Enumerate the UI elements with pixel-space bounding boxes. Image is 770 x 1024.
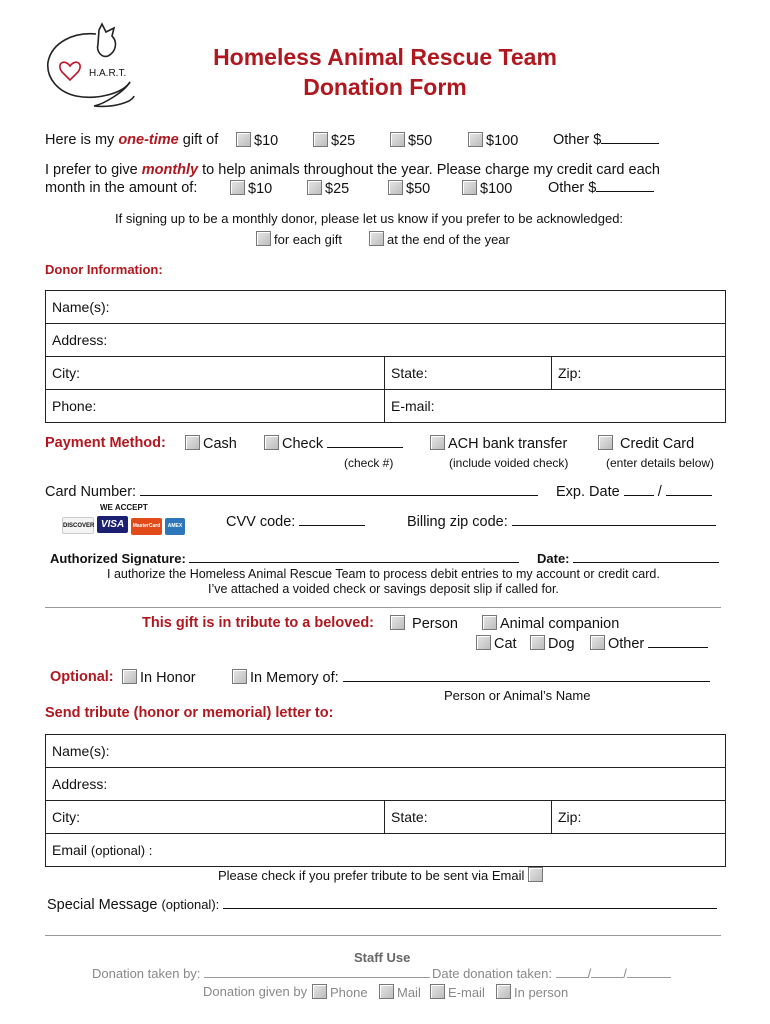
donor-email-field[interactable]: E-mail: <box>385 390 726 423</box>
donation-taken-by-row[interactable]: Donation taken by: <box>92 966 430 981</box>
monthly-line2: month in the amount of: <box>45 180 198 196</box>
checkbox[interactable] <box>468 132 483 147</box>
payment-check[interactable]: Check <box>264 435 403 452</box>
form-title-line2: Donation Form <box>303 74 467 100</box>
tribute-animal[interactable]: Animal companion <box>482 615 619 632</box>
tribute-dog[interactable]: Dog <box>530 635 575 652</box>
checkbox[interactable] <box>390 615 405 630</box>
ach-note: (include voided check) <box>449 456 569 470</box>
send-via-email-option[interactable]: Please check if you prefer tribute to be sent via Email <box>218 867 546 883</box>
mastercard-logo-icon: MasterCard <box>131 518 162 535</box>
monthly-emphasis: monthly <box>141 162 199 178</box>
given-by-in-person[interactable]: In person <box>496 984 568 1000</box>
checkbox[interactable] <box>388 180 403 195</box>
visa-logo-icon: VISA <box>97 516 128 533</box>
one-time-amount-25[interactable]: $25 <box>313 132 355 149</box>
checkbox[interactable] <box>390 132 405 147</box>
checkbox[interactable] <box>590 635 605 650</box>
donor-name-field[interactable]: Name(s): <box>46 291 726 324</box>
monthly-row: I prefer to give monthly to help animals throughout the year. Please charge my credit card each <box>45 162 660 178</box>
recipient-city-field[interactable]: City: <box>46 801 385 834</box>
monthly-amount-10[interactable]: $10 <box>230 180 272 197</box>
one-time-amount-100[interactable]: $100 <box>468 132 518 149</box>
tribute-person[interactable]: Person <box>390 615 458 632</box>
card-number-row[interactable]: Card Number: <box>45 484 538 500</box>
discover-logo-icon: DISCOVER <box>62 517 94 534</box>
checkbox[interactable] <box>256 231 271 246</box>
tribute-other[interactable]: Other <box>590 635 708 652</box>
card-brands <box>62 515 188 535</box>
checkbox[interactable] <box>236 132 251 147</box>
donor-state-field[interactable]: State: <box>385 357 552 390</box>
tribute-cat[interactable]: Cat <box>476 635 517 652</box>
person-animal-name-note: Person or Animal’s Name <box>444 688 591 703</box>
checkbox[interactable] <box>530 635 545 650</box>
checkbox[interactable] <box>598 435 613 450</box>
recipient-state-field[interactable]: State: <box>385 801 552 834</box>
checkbox[interactable] <box>313 132 328 147</box>
checkbox[interactable] <box>264 435 279 450</box>
authorization-text-1: I authorize the Homeless Animal Rescue Team to process debit entries to my account or credit card. <box>107 567 660 581</box>
given-by-email[interactable]: E-mail <box>430 984 485 1000</box>
payment-cash[interactable]: Cash <box>185 435 237 452</box>
recipient-email-field[interactable]: Email (optional) : <box>46 834 726 867</box>
check-number-note: (check #) <box>344 456 394 470</box>
acknowledge-text: If signing up to be a monthly donor, please let us know if you prefer to be acknowledged: <box>115 211 624 226</box>
checkbox[interactable] <box>528 867 543 882</box>
checkbox[interactable] <box>482 615 497 630</box>
monthly-amount-100[interactable]: $100 <box>462 180 512 197</box>
ack-each-gift[interactable]: for each gift <box>256 231 342 247</box>
donor-info-heading: Donor Information: <box>45 262 163 277</box>
logo-text: H.A.R.T. <box>89 68 127 79</box>
monthly-amount-50[interactable]: $50 <box>388 180 430 197</box>
authorization-text-2: I’ve attached a voided check or savings deposit slip if called for. <box>208 582 559 596</box>
checkbox[interactable] <box>369 231 384 246</box>
checkbox[interactable] <box>122 669 137 684</box>
monthly-other[interactable]: Other $ <box>548 180 654 196</box>
checkbox[interactable] <box>476 635 491 650</box>
in-honor-option[interactable]: In Honor <box>122 669 196 686</box>
checkbox[interactable] <box>496 984 511 999</box>
donor-address-field[interactable]: Address: <box>46 324 726 357</box>
recipient-address-field[interactable]: Address: <box>46 768 726 801</box>
credit-card-note: (enter details below) <box>606 456 715 470</box>
payment-heading: Payment Method: <box>45 435 166 451</box>
checkbox[interactable] <box>232 669 247 684</box>
in-memory-option[interactable]: In Memory of: <box>232 669 710 686</box>
signature-row[interactable]: Authorized Signature: <box>50 551 519 566</box>
payment-ach[interactable]: ACH bank transfer <box>430 435 567 452</box>
date-row[interactable]: Date: <box>537 551 719 566</box>
form-title-line1: Homeless Animal Rescue Team <box>213 44 557 70</box>
donation-given-by-label: Donation given by <box>203 984 308 999</box>
send-tribute-heading: Send tribute (honor or memorial) letter to: <box>45 705 334 721</box>
staff-use-heading: Staff Use <box>354 950 411 965</box>
recipient-name-field[interactable]: Name(s): <box>46 735 726 768</box>
one-time-amount-10[interactable]: $10 <box>236 132 278 149</box>
checkbox[interactable] <box>430 435 445 450</box>
special-message-row[interactable]: Special Message (optional): <box>47 897 717 913</box>
recipient-zip-field[interactable]: Zip: <box>552 801 726 834</box>
checkbox[interactable] <box>430 984 445 999</box>
we-accept-label: WE ACCEPT <box>100 503 148 512</box>
checkbox[interactable] <box>462 180 477 195</box>
checkbox[interactable] <box>230 180 245 195</box>
date-taken-row[interactable]: Date donation taken: / / <box>432 966 671 981</box>
one-time-amount-50[interactable]: $50 <box>390 132 432 149</box>
ack-end-of-year[interactable]: at the end of the year <box>369 231 510 247</box>
one-time-gift-row: Here is my one-time gift of <box>45 132 219 148</box>
checkbox[interactable] <box>379 984 394 999</box>
donor-phone-field[interactable]: Phone: <box>46 390 385 423</box>
given-by-mail[interactable]: Mail <box>379 984 421 1000</box>
one-time-other[interactable]: Other $ <box>553 132 659 148</box>
given-by-phone[interactable]: Phone <box>312 984 368 1000</box>
cvv-row[interactable]: CVV code: <box>226 514 365 530</box>
divider <box>45 607 721 608</box>
donor-info-table <box>45 290 726 423</box>
one-time-emphasis: one-time <box>118 132 179 148</box>
billing-zip-row[interactable]: Billing zip code: <box>407 514 716 530</box>
payment-credit-card[interactable]: Credit Card <box>598 435 694 452</box>
donor-zip-field[interactable]: Zip: <box>552 357 726 390</box>
divider <box>45 935 721 936</box>
monthly-amount-25[interactable]: $25 <box>307 180 349 197</box>
logo <box>44 22 136 114</box>
checkbox[interactable] <box>312 984 327 999</box>
amex-logo-icon: AMEX <box>165 518 185 535</box>
donor-city-field[interactable]: City: <box>46 357 385 390</box>
exp-date-row[interactable]: Exp. Date / <box>556 484 712 500</box>
checkbox[interactable] <box>185 435 200 450</box>
checkbox[interactable] <box>307 180 322 195</box>
tribute-recipient-table <box>45 734 726 867</box>
tribute-heading: This gift is in tribute to a beloved: <box>142 615 375 631</box>
optional-label: Optional: <box>50 669 114 685</box>
